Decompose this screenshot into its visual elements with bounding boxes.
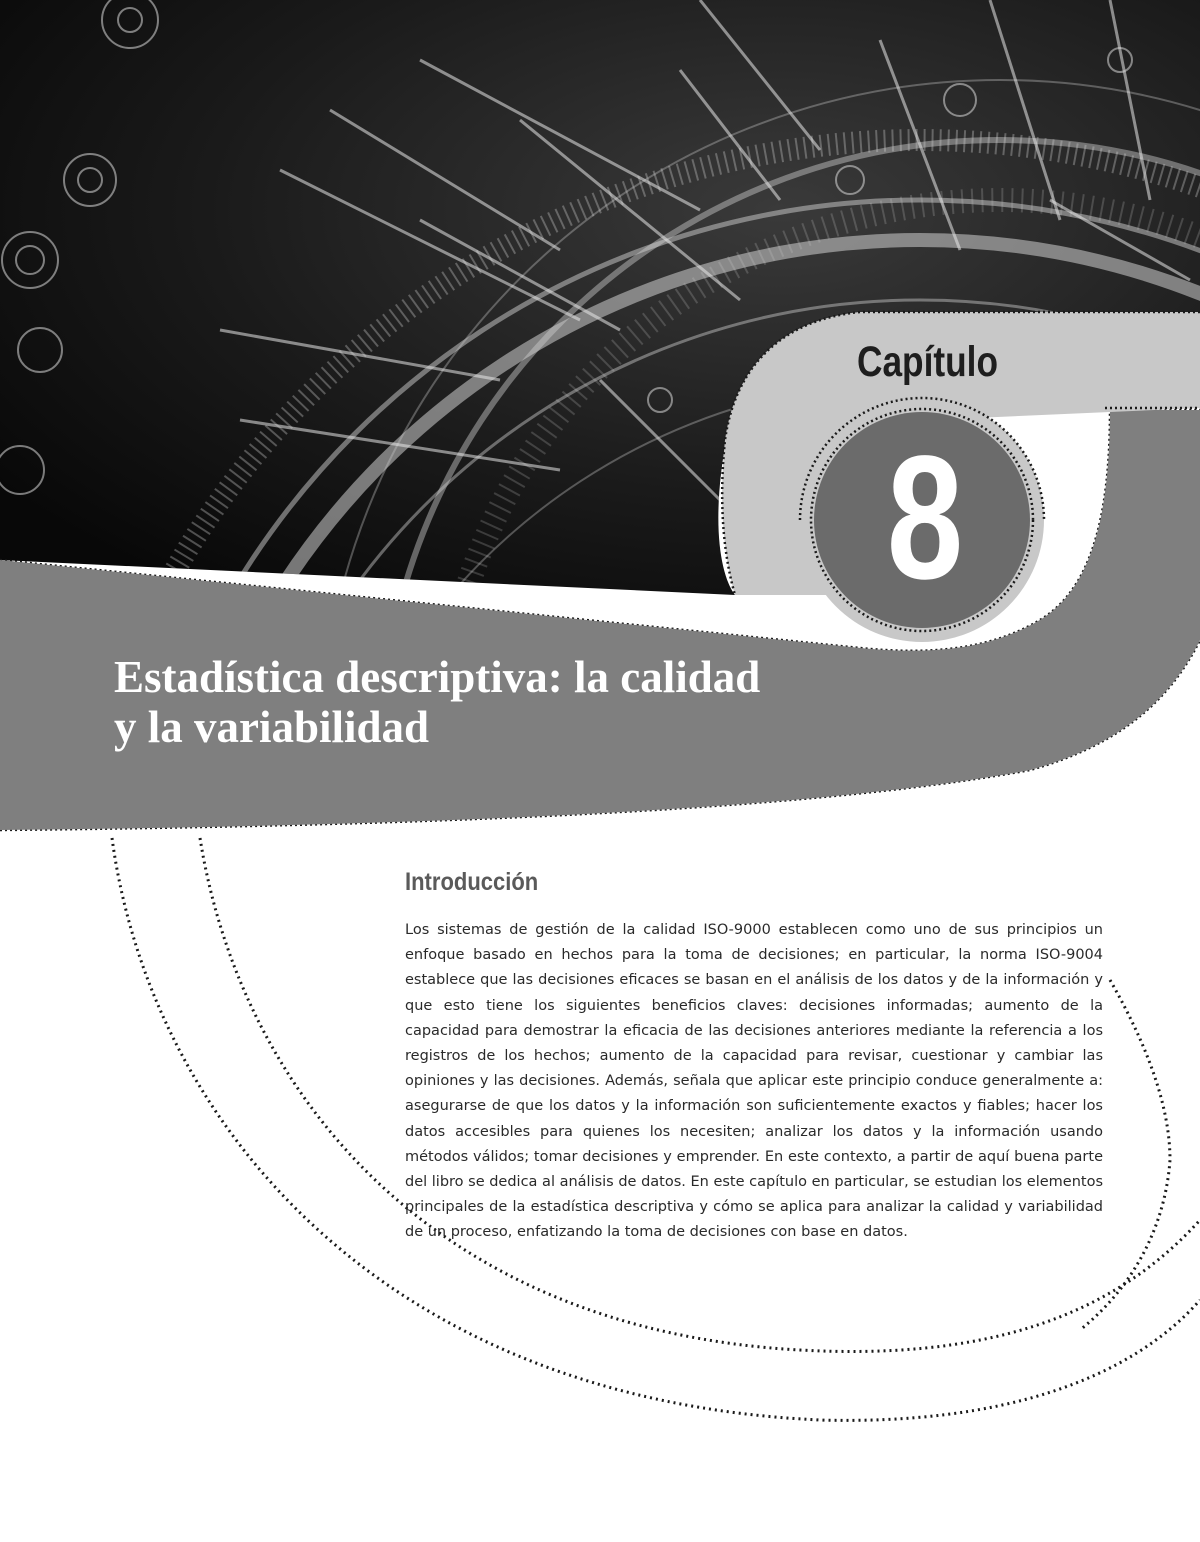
chapter-number: 8: [886, 420, 964, 616]
chapter-label: Capítulo: [856, 338, 999, 386]
introduction-body: Los sistemas de gestión de la calidad ISO-9000 establecen como uno de sus principios un enfoque basado en hechos para la toma de decisiones; en particular, la norma ISO-9004 establece que las decisiones eficaces se basan en el análisis de los datos y de la información y que esto tiene los siguientes beneficios claves: decisiones informadas; aumento de la capacidad para demostrar la eficacia de las decisiones anteriores mediante la referencia a los registros de los hechos; aumento de la capacidad para revisar, cuestionar y cambiar las opiniones y las decisiones. Además, señala que aplicar este principio conduce generalmente a: asegurarse de que los datos y la información son suficientemente exactos y fiables; hacer los datos accesibles para quienes los necesiten; analizar los datos y la información usando métodos válidos; tomar decisiones y emprender. En este contexto, a partir de aquí buena parte del libro se dedica al análisis de datos. En este capítulo en particular, se estudian los elementos principales de la estadística descriptiva y cómo se aplica para analizar la calidad y variabilidad de un proceso, enfatizando la toma de decisiones con base en datos.: [405, 922, 1103, 1241]
chapter-title-line-2: y la variabilidad: [114, 702, 430, 752]
chapter-title: [114, 652, 814, 752]
chapter-title-line-1: Estadística descriptiva: la calidad: [114, 652, 761, 702]
introduction-heading: Introducción: [405, 868, 539, 896]
